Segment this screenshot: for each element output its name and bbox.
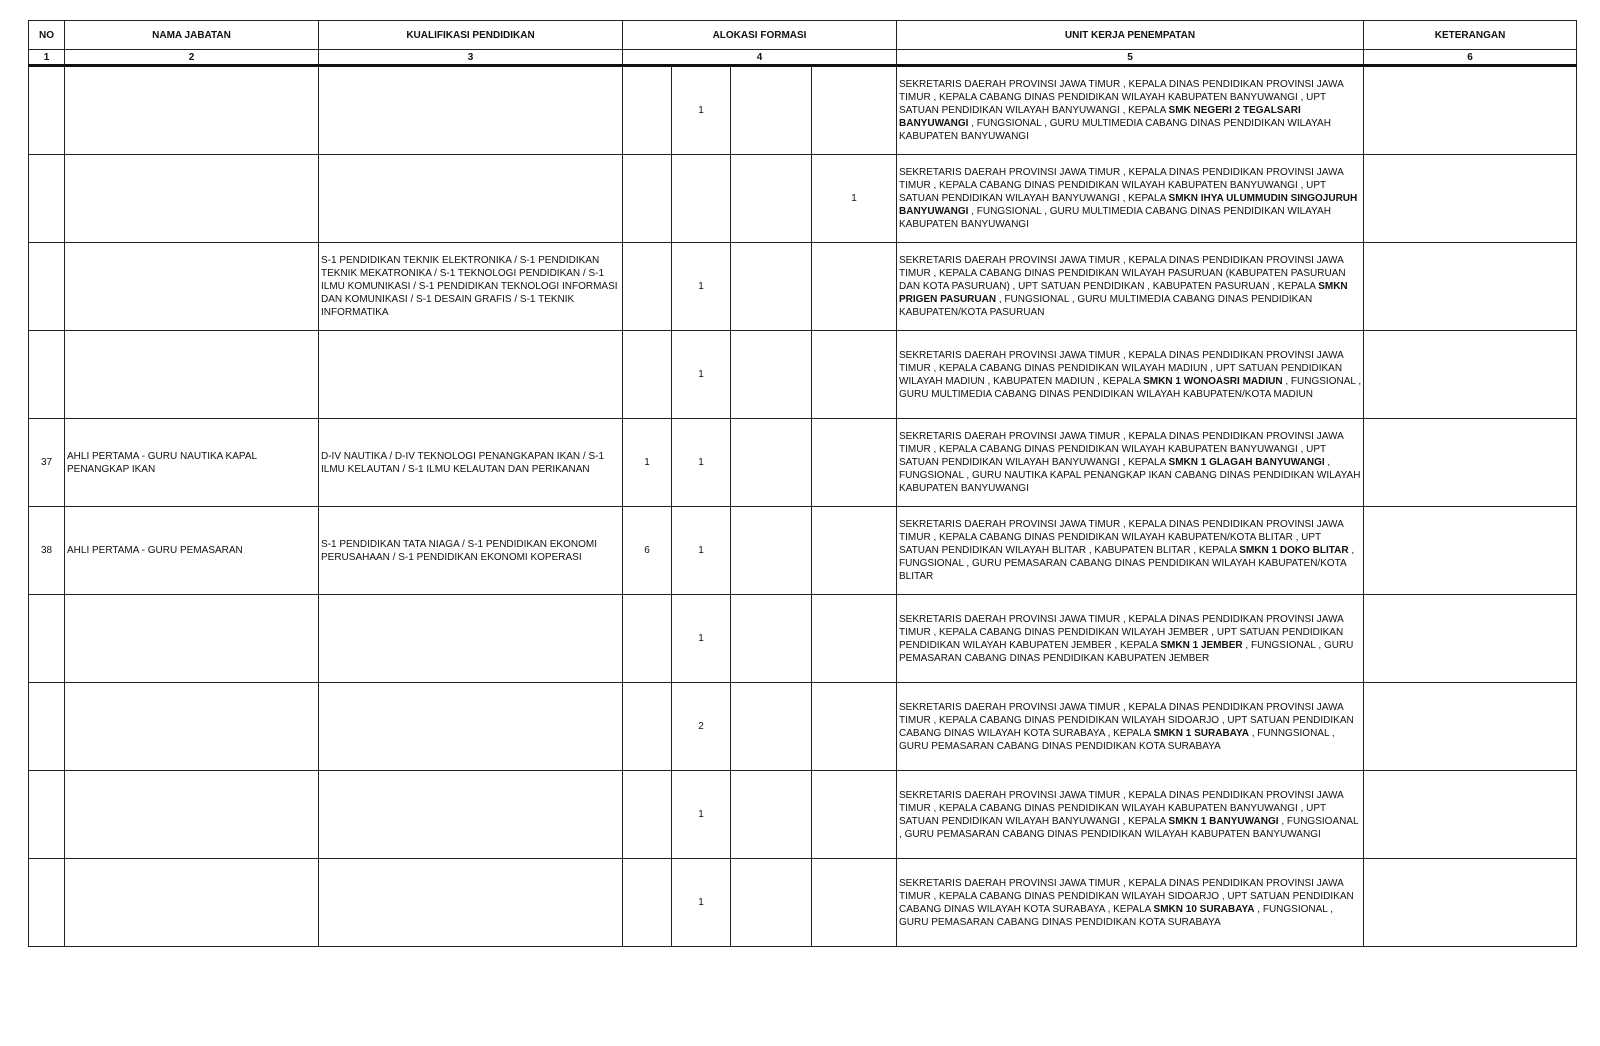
- unit-kerja-text: , FUNGSIOANAL , GURU PEMASARAN CABANG DINAS PENDIDIKAN WILAYAH KABUPATEN BANYUWANGI: [899, 815, 1359, 840]
- cell-kualifikasi: [319, 595, 623, 683]
- cell-kualifikasi: [319, 331, 623, 419]
- cell-kualifikasi: S-1 PENDIDIKAN TEKNIK ELEKTRONIKA / S-1 PENDIDIKAN TEKNIK MEKATRONIKA / S-1 TEKNOLOGI PENDIDIKAN / S-1 ILMU KOMUNIKASI / S-1 PENDIDIKAN TEKNOLOGI INFORMASI DAN KOMUNIKASI / S-1 DESAIN GRAFIS / S-1 TEKNIK INFORMATIKA: [319, 243, 623, 331]
- school-name: SMKN 10 SURABAYA: [1153, 903, 1255, 915]
- unit-kerja-text: , FUNNGSIONAL , GURU PEMASARAN CABANG DINAS PENDIDIKAN KOTA SURABAYA: [899, 727, 1335, 752]
- cell-alokasi-2: [731, 683, 812, 771]
- school-name: SMKN 1 WONOASRI MADIUN: [1143, 375, 1283, 387]
- cell-alokasi-2: [731, 155, 812, 243]
- unit-kerja-text: SEKRETARIS DAERAH PROVINSI JAWA TIMUR , KEPALA DINAS PENDIDIKAN PROVINSI JAWA TIMUR , KEPALA CABANG DINAS PENDIDIKAN WILAYAH MADIUN , UPT SATUAN PENDIDIKAN WILAYAH MADIUN , KABUPATEN MADIUN , KEPALA: [899, 349, 1344, 387]
- cell-keterangan: [1364, 66, 1577, 155]
- cell-alokasi-total: [623, 243, 672, 331]
- cell-alokasi-2: [731, 859, 812, 947]
- cell-alokasi-total: 1: [623, 419, 672, 507]
- table-row: [29, 66, 1577, 155]
- cell-alokasi-total: [623, 595, 672, 683]
- cell-alokasi-1: 1: [672, 243, 731, 331]
- cell-alokasi-1: 1: [672, 595, 731, 683]
- cell-keterangan: [1364, 155, 1577, 243]
- cell-alokasi-2: [731, 243, 812, 331]
- unit-kerja-text: SEKRETARIS DAERAH PROVINSI JAWA TIMUR , KEPALA DINAS PENDIDIKAN PROVINSI JAWA TIMUR , KEPALA CABANG DINAS PENDIDIKAN WILAYAH SIDOARJO , UPT SATUAN PENDIDIKAN CABANG DINAS WILAYAH KOTA SURABAYA , KEPALA: [899, 877, 1354, 915]
- cell-unit-kerja: [897, 419, 1364, 507]
- header-row: [29, 21, 1577, 50]
- column-number: 1: [29, 50, 65, 66]
- unit-kerja-text: , FUNGSIONAL , GURU MULTIMEDIA CABANG DINAS PENDIDIKAN WILAYAH KABUPATEN BANYUWANGI: [899, 118, 1331, 142]
- cell-keterangan: [1364, 859, 1577, 947]
- cell-alokasi-1: 2: [672, 683, 731, 771]
- cell-kualifikasi: [319, 859, 623, 947]
- unit-kerja-text: SEKRETARIS DAERAH PROVINSI JAWA TIMUR , KEPALA DINAS PENDIDIKAN PROVINSI JAWA TIMUR , KEPALA CABANG DINAS PENDIDIKAN WILAYAH KABUPATEN BANYUWANGI , UPT SATUAN PENDIDIKAN WILAYAH BANYUWANGI , KEPALA: [899, 79, 1344, 116]
- cell-alokasi-1: 1: [672, 771, 731, 859]
- cell-kualifikasi: D-IV NAUTIKA / D-IV TEKNOLOGI PENANGKAPAN IKAN / S-1 ILMU KELAUTAN / S-1 ILMU KELAUTAN DAN PERIKANAN: [319, 419, 623, 507]
- cell-keterangan: [1364, 507, 1577, 595]
- unit-kerja-text: , FUNGSIONAL , GURU NAUTIKA KAPAL PENANGKAP IKAN CABANG DINAS PENDIDIKAN WILAYAH KABUPATEN BANYUWANGI: [899, 457, 1361, 494]
- header-alokasi: ALOKASI FORMASI: [623, 21, 897, 50]
- school-name: SMKN 1 SURABAYA: [1153, 727, 1249, 739]
- cell-no: 37: [29, 419, 65, 507]
- unit-kerja-text: SEKRETARIS DAERAH PROVINSI JAWA TIMUR , KEPALA DINAS PENDIDIKAN PROVINSI JAWA TIMUR , KEPALA CABANG DINAS PENDIDIKAN WILAYAH PASURUAN (KABUPATEN PASURUAN DAN KOTA PASURUAN) , UPT SATUAN PENDIDIKAN , KABUPATEN PASURUAN , KEPALA: [899, 255, 1346, 292]
- cell-keterangan: [1364, 683, 1577, 771]
- cell-unit-kerja: [897, 683, 1364, 771]
- cell-alokasi-3: [812, 595, 897, 683]
- cell-alokasi-1: 1: [672, 331, 731, 419]
- cell-alokasi-2: [731, 66, 812, 155]
- cell-alokasi-2: [731, 419, 812, 507]
- cell-nama-jabatan: [65, 331, 319, 419]
- school-name: SMKN PRIGEN PASURUAN: [899, 281, 1348, 305]
- cell-alokasi-2: [731, 507, 812, 595]
- column-number: 6: [1364, 50, 1577, 66]
- cell-nama-jabatan: [65, 771, 319, 859]
- school-name: SMKN IHYA ULUMMUDIN SINGOJURUH BANYUWANGI: [899, 193, 1358, 217]
- cell-nama-jabatan: AHLI PERTAMA - GURU NAUTIKA KAPAL PENANGKAP IKAN: [65, 419, 319, 507]
- cell-unit-kerja: [897, 331, 1364, 419]
- cell-nama-jabatan: [65, 859, 319, 947]
- cell-alokasi-1: 1: [672, 859, 731, 947]
- column-number: 2: [65, 50, 319, 66]
- cell-kualifikasi: [319, 683, 623, 771]
- table-row: [29, 771, 1577, 859]
- cell-unit-kerja: [897, 243, 1364, 331]
- header-unit-kerja: UNIT KERJA PENEMPATAN: [897, 21, 1364, 50]
- cell-nama-jabatan: [65, 243, 319, 331]
- unit-kerja-text: SEKRETARIS DAERAH PROVINSI JAWA TIMUR , KEPALA DINAS PENDIDIKAN PROVINSI JAWA TIMUR , KEPALA CABANG DINAS PENDIDIKAN WILAYAH KABUPATEN BANYUWANGI , UPT SATUAN PENDIDIKAN WILAYAH BANYUWANGI , KEPALA: [899, 789, 1344, 827]
- cell-keterangan: [1364, 419, 1577, 507]
- cell-alokasi-3: [812, 859, 897, 947]
- cell-alokasi-total: [623, 859, 672, 947]
- cell-alokasi-1: 1: [672, 507, 731, 595]
- formasi-table: [28, 20, 1577, 947]
- column-number: 3: [319, 50, 623, 66]
- cell-no: [29, 771, 65, 859]
- cell-alokasi-3: [812, 507, 897, 595]
- cell-nama-jabatan: [65, 155, 319, 243]
- cell-kualifikasi: [319, 66, 623, 155]
- cell-keterangan: [1364, 595, 1577, 683]
- cell-alokasi-3: [812, 243, 897, 331]
- unit-kerja-text: , FUNGSIONAL , GURU MULTIMEDIA CABANG DINAS PENDIDIKAN KABUPATEN/KOTA PASURUAN: [899, 294, 1313, 318]
- unit-kerja-text: SEKRETARIS DAERAH PROVINSI JAWA TIMUR , KEPALA DINAS PENDIDIKAN PROVINSI JAWA TIMUR , KEPALA CABANG DINAS PENDIDIKAN WILAYAH JEMBER , UPT SATUAN PENDIDIKAN PENDIDIKAN WILAYAH KABUPATEN JEMBER , KEPALA: [899, 613, 1344, 651]
- cell-alokasi-1: 1: [672, 66, 731, 155]
- cell-alokasi-1: 1: [672, 419, 731, 507]
- table-row: [29, 243, 1577, 331]
- cell-no: [29, 331, 65, 419]
- cell-unit-kerja: [897, 771, 1364, 859]
- column-number-row: [29, 50, 1577, 66]
- school-name: SMK NEGERI 2 TEGALSARI BANYUWANGI: [899, 105, 1301, 129]
- cell-unit-kerja: [897, 595, 1364, 683]
- cell-no: [29, 683, 65, 771]
- school-name: SMKN 1 JEMBER: [1160, 639, 1243, 651]
- table-row: [29, 683, 1577, 771]
- cell-keterangan: [1364, 771, 1577, 859]
- header-kualifikasi: KUALIFIKASI PENDIDIKAN: [319, 21, 623, 50]
- cell-kualifikasi: [319, 771, 623, 859]
- unit-kerja-text: SEKRETARIS DAERAH PROVINSI JAWA TIMUR , KEPALA DINAS PENDIDIKAN PROVINSI JAWA TIMUR , KEPALA CABANG DINAS PENDIDIKAN WILAYAH SIDOARJO , UPT SATUAN PENDIDIKAN CABANG DINAS WILAYAH KOTA SURABAYA , KEPALA: [899, 701, 1354, 739]
- cell-unit-kerja: [897, 155, 1364, 243]
- cell-alokasi-3: [812, 331, 897, 419]
- cell-no: [29, 859, 65, 947]
- cell-nama-jabatan: AHLI PERTAMA - GURU PEMASARAN: [65, 507, 319, 595]
- cell-nama-jabatan: [65, 66, 319, 155]
- unit-kerja-text: , FUNGSIONAL , GURU MULTIMEDIA CABANG DINAS PENDIDIKAN WILAYAH KABUPATEN/KOTA MADIUN: [899, 375, 1362, 400]
- table-row: [29, 331, 1577, 419]
- unit-kerja-text: , FUNGSIONAL , GURU PEMASARAN CABANG DINAS PENDIDIKAN WILAYAH KABUPATEN/KOTA BLITAR: [899, 545, 1355, 582]
- cell-nama-jabatan: [65, 683, 319, 771]
- table-row: [29, 859, 1577, 947]
- unit-kerja-text: SEKRETARIS DAERAH PROVINSI JAWA TIMUR , KEPALA DINAS PENDIDIKAN PROVINSI JAWA TIMUR , KEPALA CABANG DINAS PENDIDIKAN WILAYAH KABUPATEN/KOTA BLITAR , UPT SATUAN PENDIDIKAN WILAYAH BLITAR , KABUPATEN BLITAR , KEPALA: [899, 519, 1344, 556]
- cell-alokasi-3: [812, 771, 897, 859]
- column-number: 5: [897, 50, 1364, 66]
- school-name: SMKN 1 BANYUWANGI: [1168, 815, 1279, 827]
- cell-no: [29, 595, 65, 683]
- cell-alokasi-2: [731, 771, 812, 859]
- school-name: SMKN 1 DOKO BLITAR: [1239, 545, 1349, 556]
- cell-alokasi-3: 1: [812, 155, 897, 243]
- cell-alokasi-2: [731, 595, 812, 683]
- cell-no: [29, 155, 65, 243]
- cell-no: [29, 243, 65, 331]
- cell-alokasi-2: [731, 331, 812, 419]
- header-nama-jabatan: NAMA JABATAN: [65, 21, 319, 50]
- cell-kualifikasi: S-1 PENDIDIKAN TATA NIAGA / S-1 PENDIDIKAN EKONOMI PERUSAHAAN / S-1 PENDIDIKAN EKONOMI KOPERASI: [319, 507, 623, 595]
- cell-keterangan: [1364, 331, 1577, 419]
- table-row: [29, 595, 1577, 683]
- unit-kerja-text: SEKRETARIS DAERAH PROVINSI JAWA TIMUR , KEPALA DINAS PENDIDIKAN PROVINSI JAWA TIMUR , KEPALA CABANG DINAS PENDIDIKAN WILAYAH KABUPATEN BANYUWANGI , UPT SATUAN PENDIDIKAN WILAYAH BANYUWANGI , KEPALA: [899, 167, 1344, 204]
- table-row: [29, 419, 1577, 507]
- column-number: 4: [623, 50, 897, 66]
- unit-kerja-text: , FUNGSIONAL , GURU PEMASARAN CABANG DINAS PENDIDIKAN KABUPATEN JEMBER: [899, 639, 1354, 664]
- header-keterangan: KETERANGAN: [1364, 21, 1577, 50]
- cell-unit-kerja: [897, 66, 1364, 155]
- table-row: [29, 155, 1577, 243]
- school-name: SMKN 1 GLAGAH BANYUWANGI: [1168, 457, 1325, 468]
- cell-kualifikasi: [319, 155, 623, 243]
- cell-alokasi-total: [623, 771, 672, 859]
- cell-no: 38: [29, 507, 65, 595]
- cell-alokasi-total: [623, 66, 672, 155]
- cell-nama-jabatan: [65, 595, 319, 683]
- cell-alokasi-3: [812, 419, 897, 507]
- cell-alokasi-total: [623, 331, 672, 419]
- cell-alokasi-total: [623, 155, 672, 243]
- cell-keterangan: [1364, 243, 1577, 331]
- cell-no: [29, 66, 65, 155]
- table-row: [29, 507, 1577, 595]
- cell-alokasi-1: [672, 155, 731, 243]
- unit-kerja-text: , FUNGSIONAL , GURU PEMASARAN CABANG DINAS PENDIDIKAN KOTA SURABAYA: [899, 903, 1334, 928]
- unit-kerja-text: SEKRETARIS DAERAH PROVINSI JAWA TIMUR , KEPALA DINAS PENDIDIKAN PROVINSI JAWA TIMUR , KEPALA CABANG DINAS PENDIDIKAN WILAYAH KABUPATEN BANYUWANGI , UPT SATUAN PENDIDIKAN WILAYAH BANYUWANGI , KEPALA: [899, 431, 1344, 468]
- cell-alokasi-total: [623, 683, 672, 771]
- header-no: NO: [29, 21, 65, 50]
- unit-kerja-text: , FUNGSIONAL , GURU MULTIMEDIA CABANG DINAS PENDIDIKAN WILAYAH KABUPATEN BANYUWANGI: [899, 206, 1331, 230]
- cell-unit-kerja: [897, 859, 1364, 947]
- cell-alokasi-total: 6: [623, 507, 672, 595]
- cell-unit-kerja: [897, 507, 1364, 595]
- cell-alokasi-3: [812, 66, 897, 155]
- cell-alokasi-3: [812, 683, 897, 771]
